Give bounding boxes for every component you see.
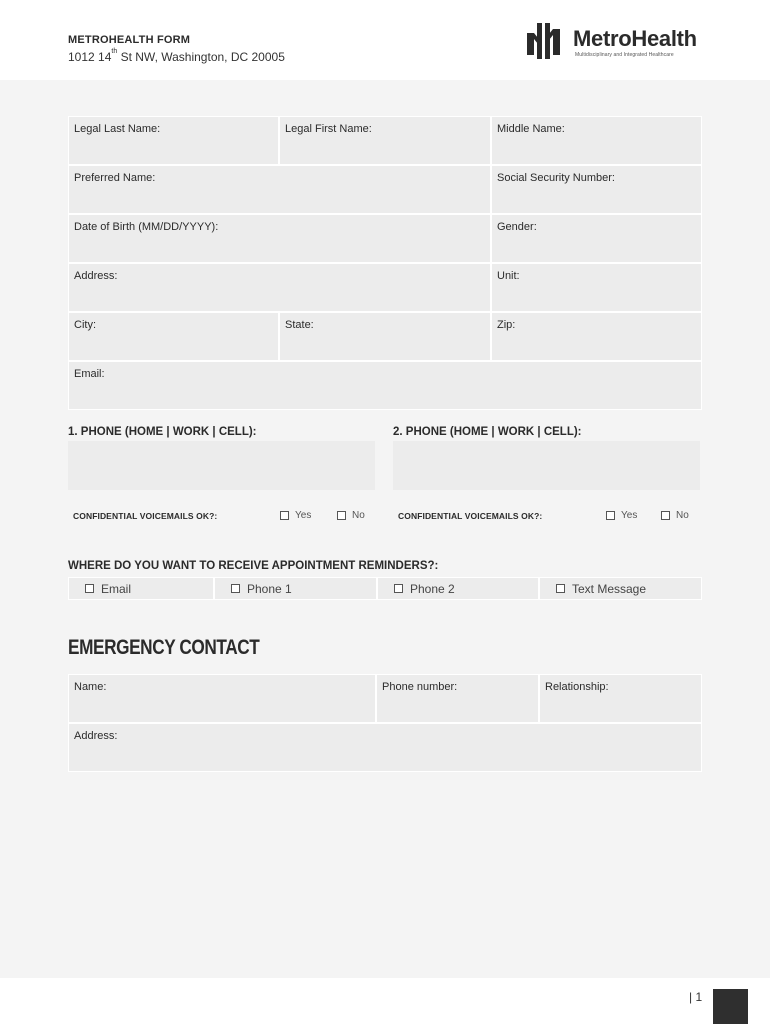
row-preferred (68, 165, 702, 214)
yes-label: Yes (621, 510, 638, 521)
address-suffix: St NW, Washington, DC 20005 (117, 50, 285, 64)
gender-field[interactable]: Gender: (491, 214, 702, 263)
phone2-field[interactable] (393, 441, 700, 490)
page-number: | 1 (689, 990, 703, 1004)
address-field[interactable]: Address: (68, 263, 491, 312)
ec-row-name (68, 674, 702, 723)
checkbox-icon[interactable] (280, 511, 289, 520)
no-label: No (352, 510, 365, 521)
ec-relationship-field[interactable]: Relationship: (539, 674, 702, 723)
voicemail2-label: CONFIDENTIAL VOICEMAILS OK?: (398, 511, 543, 521)
checkbox-icon[interactable] (661, 511, 670, 520)
logo-name: MetroHealth (573, 26, 697, 51)
logo-tagline: Multidisciplinary and Integrated Healthcare (575, 52, 674, 58)
legal-first-name-field[interactable]: Legal First Name: (279, 116, 491, 165)
ec-address-field[interactable]: Address: (68, 723, 702, 772)
ssn-field[interactable]: Social Security Number: (491, 165, 702, 214)
zip-field[interactable]: Zip: (491, 312, 702, 361)
ec-row-address (68, 723, 702, 772)
voicemail1-yes-option[interactable] (280, 510, 311, 521)
checkbox-icon[interactable] (85, 584, 94, 593)
emergency-contact-title: EMERGENCY CONTACT (68, 636, 260, 659)
reminder-option-label: Email (101, 581, 132, 596)
reminder-phone2-option[interactable] (377, 577, 539, 600)
reminder-email-option[interactable] (68, 577, 214, 600)
legal-last-name-field[interactable]: Legal Last Name: (68, 116, 279, 165)
reminders-options (68, 577, 702, 600)
reminder-text-option[interactable] (539, 577, 702, 600)
reminders-label: WHERE DO YOU WANT TO RECEIVE APPOINTMENT REMINDERS?: (68, 560, 439, 572)
checkbox-icon[interactable] (394, 584, 403, 593)
voicemail1-no-option[interactable] (337, 510, 365, 521)
row-name (68, 116, 702, 165)
reminder-option-label: Text Message (572, 581, 647, 596)
email-field[interactable]: Email: (68, 361, 702, 410)
ec-name-field[interactable]: Name: (68, 674, 376, 723)
reminder-option-label: Phone 1 (247, 581, 292, 596)
address-prefix: 1012 14 (68, 50, 112, 64)
form-address (68, 50, 285, 64)
city-field[interactable]: City: (68, 312, 279, 361)
page-footer (0, 978, 770, 1024)
unit-field[interactable]: Unit: (491, 263, 702, 312)
checkbox-icon[interactable] (231, 584, 240, 593)
middle-name-field[interactable]: Middle Name: (491, 116, 702, 165)
patient-info-grid (68, 116, 702, 410)
checkbox-icon[interactable] (556, 584, 565, 593)
voicemail2-yes-option[interactable] (606, 510, 637, 521)
row-city (68, 312, 702, 361)
reminder-phone1-option[interactable] (214, 577, 377, 600)
row-address (68, 263, 702, 312)
row-email (68, 361, 702, 410)
page-corner-block (713, 989, 748, 1024)
row-dob (68, 214, 702, 263)
address-superscript: th (111, 48, 118, 55)
state-field[interactable]: State: (279, 312, 491, 361)
logo-mark-icon (526, 21, 562, 59)
checkbox-icon[interactable] (337, 511, 346, 520)
page-header (0, 0, 770, 80)
no-label: No (676, 510, 689, 521)
yes-label: Yes (295, 510, 312, 521)
voicemail2-no-option[interactable] (661, 510, 689, 521)
phone1-label: 1. PHONE (HOME | WORK | CELL): (68, 426, 257, 438)
metrohealth-logo (526, 21, 696, 61)
preferred-name-field[interactable]: Preferred Name: (68, 165, 491, 214)
phone2-label: 2. PHONE (HOME | WORK | CELL): (393, 426, 582, 438)
reminder-option-label: Phone 2 (410, 581, 455, 596)
checkbox-icon[interactable] (606, 511, 615, 520)
dob-field[interactable]: Date of Birth (MM/DD/YYYY): (68, 214, 491, 263)
ec-phone-field[interactable]: Phone number: (376, 674, 539, 723)
phone1-field[interactable] (68, 441, 375, 490)
emergency-contact-grid (68, 674, 702, 772)
form-title: METROHEALTH FORM (68, 34, 191, 46)
voicemail1-label: CONFIDENTIAL VOICEMAILS OK?: (73, 511, 218, 521)
